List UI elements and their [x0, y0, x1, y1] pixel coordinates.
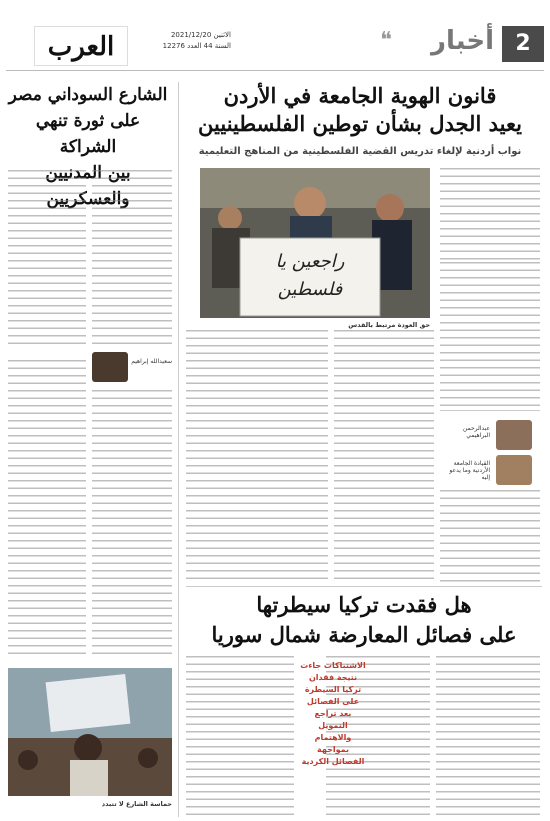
- author-name-2: سعيدالله إبراهيم: [131, 358, 172, 365]
- author-name-1: عبدالرحمن البراهيمي: [462, 425, 490, 439]
- second-headline: [186, 590, 542, 650]
- lead-headline-line2: يعيد الجدل بشأن توطين الفلسطينيين: [198, 111, 522, 136]
- lead-column-4: [186, 330, 228, 582]
- lead-photo-caption: حق العودة مرتبط بالقدس: [348, 321, 430, 329]
- side-headline-line3: بين المدنيين والعسكريين: [45, 163, 131, 209]
- protest-sign-text: راجعين يا فلسطين: [275, 251, 345, 300]
- lead-subheadline: نواب أردنية لإلغاء تدريس القضية الفلسطينية من المناهج التعليمية: [198, 146, 522, 157]
- newspaper-logo: العرب: [34, 26, 128, 66]
- side-photo: [8, 668, 172, 796]
- side-photo-caption: حماسة الشارع لا تتبدد: [101, 800, 172, 808]
- lead-column-1: [440, 262, 540, 407]
- section-number-badge: 2: [502, 26, 544, 62]
- lead-intro-text: [440, 168, 540, 260]
- second-column-1: [436, 656, 540, 816]
- issue-number: السنة 44 العدد 12276: [162, 42, 231, 50]
- side-quote-1: القيادة الجامعة الأردنية وما يدعو إليه: [449, 460, 490, 481]
- author-photo-2: [92, 352, 128, 382]
- quote-photo-1: [496, 455, 532, 485]
- side-column-2: [92, 170, 172, 350]
- side-column-1: [8, 170, 86, 350]
- lead-headline: [180, 82, 540, 138]
- second-headline-line1: هل فقدت تركيا سيطرتها: [256, 592, 472, 617]
- side-column-4: [92, 390, 172, 660]
- second-headline-line2: على فصائل المعارضة شمال سوريا: [211, 622, 517, 647]
- second-column-3: [186, 656, 294, 816]
- author-photo-1: [496, 420, 532, 450]
- rule: [440, 410, 540, 411]
- section-rule: [186, 586, 542, 587]
- lead-column-3: [228, 330, 328, 582]
- date-block: [136, 30, 231, 52]
- quote-mark-icon: ❝: [380, 28, 392, 53]
- lead-column-1-cont: [440, 490, 540, 582]
- section-name: أخبار: [431, 26, 494, 56]
- lead-photo: [200, 168, 430, 318]
- side-column-3: [8, 360, 86, 660]
- side-headline-line2: على ثورة تنهي الشراكة: [35, 111, 141, 157]
- sudan-protest-illustration: [8, 668, 172, 796]
- pull-quote: الاشتباكات جاءت نتيجة فقدان تركيا السيطرة على الفصائل بعد تراجع التمويل والاهتمام بمواجهة الفصائل الكردية: [300, 661, 366, 766]
- lead-column-2: [334, 330, 434, 582]
- column-divider: [178, 82, 179, 817]
- masthead-divider: [6, 70, 544, 71]
- side-headline-line1: الشارع السوداني مصر: [8, 85, 168, 105]
- lead-headline-line1: قانون الهوية الجامعة في الأردن: [223, 83, 497, 108]
- issue-date: الاثنين 2021/12/20: [170, 31, 231, 39]
